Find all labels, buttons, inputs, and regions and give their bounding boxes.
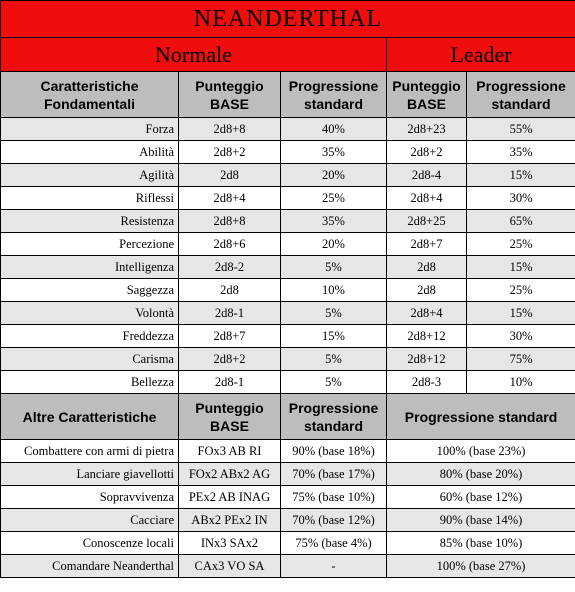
standard-progression: 35% — [281, 210, 387, 233]
group-leader-header: Leader — [387, 38, 575, 72]
table-row — [1, 164, 575, 187]
standard-progression: 25% — [281, 187, 387, 210]
skill-name: Combattere con armi di pietra — [1, 440, 179, 463]
base-score: 2d8+7 — [179, 325, 281, 348]
skill-base-formula: INx3 SAx2 — [179, 532, 281, 555]
table-row — [1, 325, 575, 348]
table-row — [1, 233, 575, 256]
table-row — [1, 371, 575, 394]
leader-base-score: 2d8+23 — [387, 118, 467, 141]
table-row — [1, 440, 575, 463]
characteristic-name: Riflessi — [1, 187, 179, 210]
table-row — [1, 187, 575, 210]
leader-base-score: 2d8-3 — [387, 371, 467, 394]
col-header-progression: Progressione standard — [281, 72, 387, 118]
skill-name: Sopravvivenza — [1, 486, 179, 509]
table-row — [1, 279, 575, 302]
leader-base-score: 2d8+7 — [387, 233, 467, 256]
table-row — [1, 555, 575, 578]
characteristic-name: Freddezza — [1, 325, 179, 348]
table-row — [1, 302, 575, 325]
skill-name: Lanciare giavellotti — [1, 463, 179, 486]
characteristic-name: Percezione — [1, 233, 179, 256]
skill-leader-progression: 100% (base 27%) — [387, 555, 575, 578]
base-score: 2d8-2 — [179, 256, 281, 279]
table-row — [1, 463, 575, 486]
leader-base-score: 2d8+2 — [387, 141, 467, 164]
leader-standard-progression: 15% — [467, 164, 575, 187]
leader-standard-progression: 25% — [467, 233, 575, 256]
leader-standard-progression: 75% — [467, 348, 575, 371]
col-header-leader-progression: Progressione standard — [467, 72, 575, 118]
page-title: NEANDERTHAL — [1, 1, 575, 38]
skill-leader-progression: 85% (base 10%) — [387, 532, 575, 555]
skill-progression: 70% (base 17%) — [281, 463, 387, 486]
standard-progression: 5% — [281, 302, 387, 325]
characteristic-name: Volontà — [1, 302, 179, 325]
skill-name: Conoscenze locali — [1, 532, 179, 555]
skill-base-formula: ABx2 PEx2 IN — [179, 509, 281, 532]
skill-leader-progression: 60% (base 12%) — [387, 486, 575, 509]
table-row — [1, 141, 575, 164]
standard-progression: 40% — [281, 118, 387, 141]
skill-progression: - — [281, 555, 387, 578]
leader-base-score: 2d8+4 — [387, 302, 467, 325]
characteristic-name: Abilità — [1, 141, 179, 164]
table-row — [1, 256, 575, 279]
standard-progression: 5% — [281, 348, 387, 371]
leader-standard-progression: 30% — [467, 187, 575, 210]
characteristic-name: Saggezza — [1, 279, 179, 302]
skill-name: Cacciare — [1, 509, 179, 532]
standard-progression: 5% — [281, 371, 387, 394]
other-rows — [1, 440, 575, 578]
skill-leader-progression: 100% (base 23%) — [387, 440, 575, 463]
leader-standard-progression: 55% — [467, 118, 575, 141]
col-header-other-base: Punteggio BASE — [179, 394, 281, 440]
skill-progression: 75% (base 10%) — [281, 486, 387, 509]
base-score: 2d8-1 — [179, 302, 281, 325]
leader-standard-progression: 30% — [467, 325, 575, 348]
standard-progression: 10% — [281, 279, 387, 302]
main-rows — [1, 118, 575, 394]
standard-progression: 20% — [281, 164, 387, 187]
skill-leader-progression: 90% (base 14%) — [387, 509, 575, 532]
skill-base-formula: FOx2 ABx2 AG — [179, 463, 281, 486]
col-header-other-leader-progression: Progressione standard — [387, 394, 575, 440]
leader-standard-progression: 65% — [467, 210, 575, 233]
col-header-characteristic: Caratteristiche Fondamentali — [1, 72, 179, 118]
leader-base-score: 2d8 — [387, 279, 467, 302]
leader-standard-progression: 25% — [467, 279, 575, 302]
base-score: 2d8+8 — [179, 118, 281, 141]
table-row — [1, 486, 575, 509]
standard-progression: 5% — [281, 256, 387, 279]
characteristic-name: Agilità — [1, 164, 179, 187]
leader-base-score: 2d8+25 — [387, 210, 467, 233]
base-score: 2d8 — [179, 164, 281, 187]
table-row — [1, 348, 575, 371]
col-header-leader-base: Punteggio BASE — [387, 72, 467, 118]
skill-progression: 75% (base 4%) — [281, 532, 387, 555]
table-row — [1, 210, 575, 233]
skill-base-formula: CAx3 VO SA — [179, 555, 281, 578]
characteristic-name: Carisma — [1, 348, 179, 371]
base-score: 2d8-1 — [179, 371, 281, 394]
leader-standard-progression: 35% — [467, 141, 575, 164]
standard-progression: 35% — [281, 141, 387, 164]
table-row — [1, 532, 575, 555]
skill-base-formula: PEx2 AB INAG — [179, 486, 281, 509]
leader-base-score: 2d8 — [387, 256, 467, 279]
leader-standard-progression: 15% — [467, 302, 575, 325]
skill-progression: 70% (base 12%) — [281, 509, 387, 532]
col-header-other-characteristic: Altre Caratteristiche — [1, 394, 179, 440]
skill-progression: 90% (base 18%) — [281, 440, 387, 463]
table-row — [1, 118, 575, 141]
skill-leader-progression: 80% (base 20%) — [387, 463, 575, 486]
characteristic-name: Forza — [1, 118, 179, 141]
leader-base-score: 2d8+12 — [387, 348, 467, 371]
base-score: 2d8+4 — [179, 187, 281, 210]
standard-progression: 15% — [281, 325, 387, 348]
leader-standard-progression: 10% — [467, 371, 575, 394]
characteristic-name: Bellezza — [1, 371, 179, 394]
leader-base-score: 2d8-4 — [387, 164, 467, 187]
standard-progression: 20% — [281, 233, 387, 256]
base-score: 2d8+2 — [179, 348, 281, 371]
characteristic-name: Intelligenza — [1, 256, 179, 279]
col-header-other-progression: Progressione standard — [281, 394, 387, 440]
col-header-base: Punteggio BASE — [179, 72, 281, 118]
base-score: 2d8+8 — [179, 210, 281, 233]
leader-base-score: 2d8+4 — [387, 187, 467, 210]
skill-name: Comandare Neanderthal — [1, 555, 179, 578]
base-score: 2d8 — [179, 279, 281, 302]
base-score: 2d8+2 — [179, 141, 281, 164]
base-score: 2d8+6 — [179, 233, 281, 256]
leader-standard-progression: 15% — [467, 256, 575, 279]
group-normal-header: Normale — [1, 38, 387, 72]
skill-base-formula: FOx3 AB RI — [179, 440, 281, 463]
leader-base-score: 2d8+12 — [387, 325, 467, 348]
table-row — [1, 509, 575, 532]
characteristic-name: Resistenza — [1, 210, 179, 233]
